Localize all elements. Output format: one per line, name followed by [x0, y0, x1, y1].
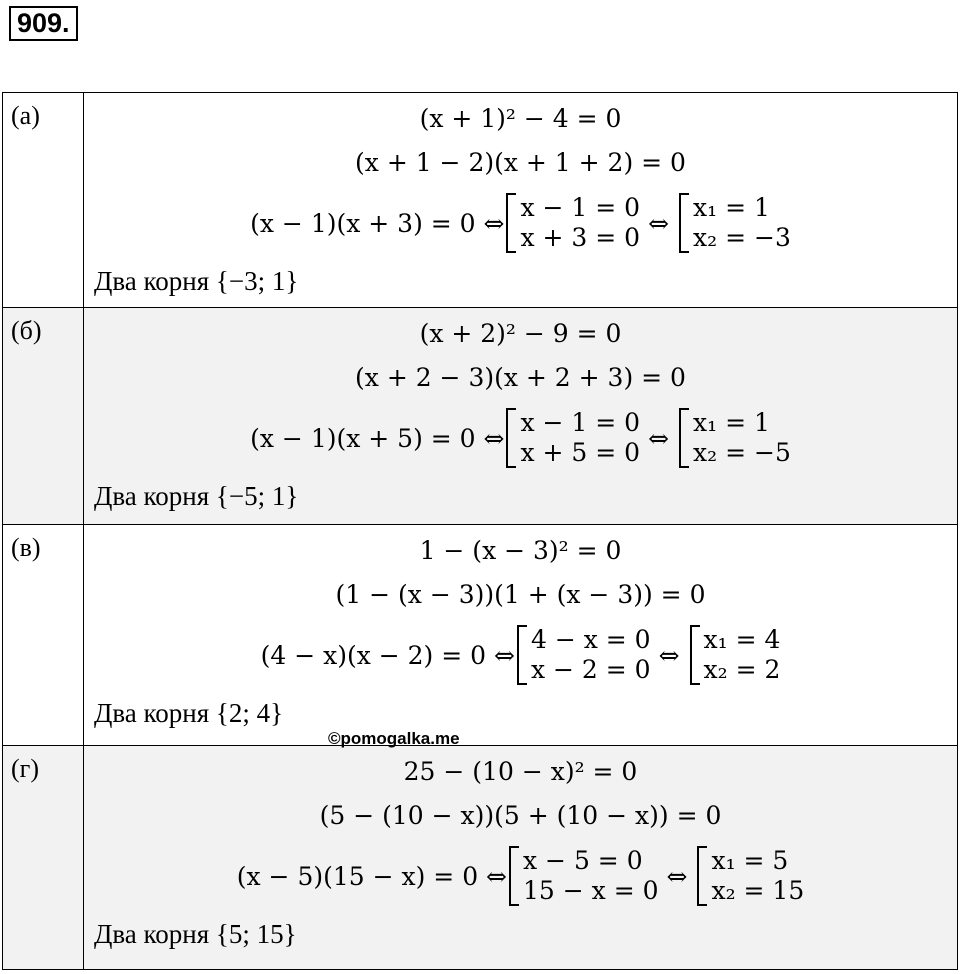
row-label: (г)	[3, 746, 84, 970]
root-line: x₂ = −5	[693, 438, 791, 467]
row-body	[84, 746, 958, 970]
row-label: (б)	[3, 308, 84, 525]
bracket-icon	[506, 193, 516, 253]
root-line: x₁ = 1	[693, 408, 770, 437]
root-line: x₁ = 5	[711, 846, 789, 875]
solution-row-b	[3, 308, 958, 525]
answer-text: Два корня {−3; 1}	[94, 266, 299, 296]
system-1	[515, 625, 651, 685]
bracket-icon	[506, 408, 516, 468]
system-line: x − 2 = 0	[530, 655, 651, 684]
root-line: x₁ = 1	[693, 193, 770, 222]
equation-line-1: 1 − (x − 3)² = 0	[419, 536, 622, 565]
system-2	[677, 193, 791, 253]
bracket-icon	[690, 625, 700, 685]
system-2	[695, 846, 804, 906]
solution-row-d	[3, 746, 958, 970]
equation-line-1: (x + 1)² − 4 = 0	[419, 104, 622, 133]
equivalence-arrow: ⇔	[648, 208, 670, 238]
root-line: x₁ = 4	[703, 625, 781, 654]
system-1	[504, 193, 640, 253]
equivalence-arrow: ⇔	[658, 640, 680, 670]
problem-number: 909.	[9, 6, 78, 41]
equivalence-arrow: ⇔	[648, 423, 670, 453]
bracket-icon	[697, 846, 707, 906]
factored-equation: (4 − x)(x − 2) = 0 ⇔	[260, 640, 515, 670]
system-line: x − 5 = 0	[523, 846, 643, 875]
watermark: ©pomogalka.me	[328, 729, 460, 748]
answer-text: Два корня {−5; 1}	[94, 481, 299, 511]
equation-line-2: (1 − (x − 3))(1 + (x − 3)) = 0	[335, 580, 706, 609]
row-label: (а)	[3, 93, 84, 308]
equation-line-3	[94, 400, 947, 476]
bracket-icon	[517, 625, 527, 685]
solution-table	[2, 92, 958, 970]
factored-equation: (x − 1)(x + 3) = 0 ⇔	[250, 208, 505, 238]
system-1	[504, 408, 640, 468]
equivalence-arrow: ⇔	[666, 861, 688, 891]
system-line: x − 1 = 0	[520, 408, 641, 437]
bracket-icon	[509, 846, 519, 906]
bracket-icon	[679, 408, 689, 468]
row-body	[84, 525, 958, 746]
factored-equation: (x − 1)(x + 5) = 0 ⇔	[250, 423, 505, 453]
answer-text: Два корня {2; 4}	[94, 698, 284, 728]
equation-line-1: 25 − (10 − x)² = 0	[403, 757, 638, 786]
equation-line-3	[94, 185, 947, 261]
equation-line-2: (5 − (10 − x))(5 + (10 − x)) = 0	[319, 801, 722, 830]
root-line: x₂ = 15	[711, 876, 805, 905]
system-line: x − 1 = 0	[520, 193, 641, 222]
row-label: (в)	[3, 525, 84, 746]
system-2	[688, 625, 781, 685]
equation-line-1: (x + 2)² − 9 = 0	[419, 319, 622, 348]
root-line: x₂ = −3	[693, 223, 791, 252]
system-1	[507, 846, 659, 906]
equation-line-2: (x + 2 − 3)(x + 2 + 3) = 0	[355, 363, 686, 392]
equation-line-2: (x + 1 − 2)(x + 1 + 2) = 0	[355, 148, 686, 177]
bracket-icon	[679, 193, 689, 253]
equation-line-3	[94, 838, 947, 914]
row-body	[84, 93, 958, 308]
system-line: 4 − x = 0	[530, 625, 651, 654]
factored-equation: (x − 5)(15 − x) = 0 ⇔	[236, 861, 508, 891]
system-line: x + 5 = 0	[520, 438, 641, 467]
system-2	[677, 408, 791, 468]
system-line: x + 3 = 0	[520, 223, 641, 252]
solution-row-a	[3, 93, 958, 308]
system-line: 15 − x = 0	[523, 876, 659, 905]
answer-text: Два корня {5; 15}	[94, 919, 297, 949]
root-line: x₂ = 2	[703, 655, 781, 684]
equation-line-3	[94, 617, 947, 693]
row-body	[84, 308, 958, 525]
solution-row-c	[3, 525, 958, 746]
